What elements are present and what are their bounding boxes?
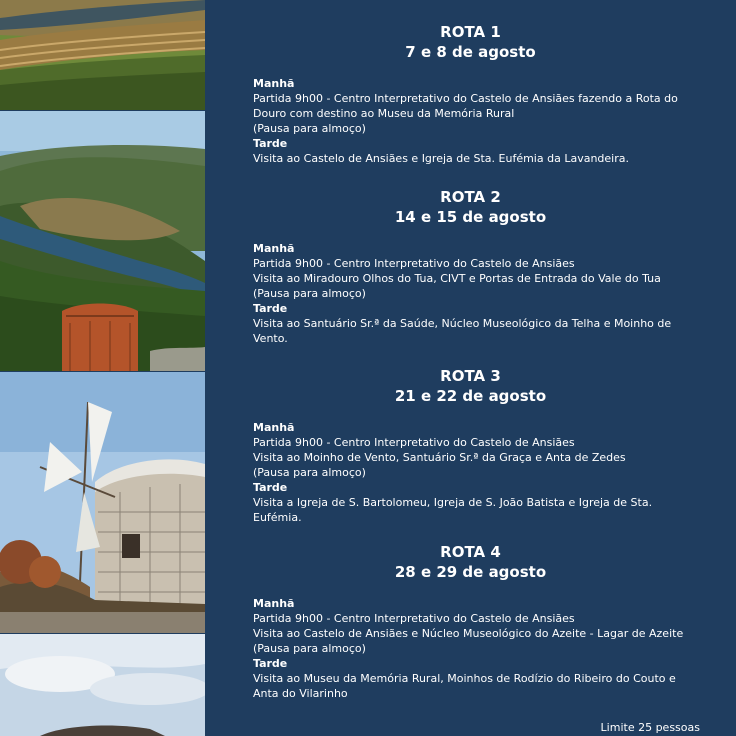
route-dates: 7 e 8 de agosto <box>405 43 536 61</box>
route-header <box>205 542 736 582</box>
afternoon-line: Visita ao Museu da Memória Rural, Moinhos de Rodízio do Ribeiro do Couto e <box>253 672 676 685</box>
route-title: ROTA 1 <box>440 23 501 41</box>
participant-limit: Limite 25 pessoas <box>600 721 700 734</box>
morning-line: (Pausa para almoço) <box>253 466 366 479</box>
morning-line: Visita ao Miradouro Olhos do Tua, CIVT e Portas de Entrada do Vale do Tua <box>253 272 661 285</box>
route-header <box>205 366 736 406</box>
afternoon-label: Tarde <box>253 657 288 670</box>
afternoon-line: Visita ao Castelo de Ansiães e Igreja de Sta. Eufémia da Lavandeira. <box>253 152 629 165</box>
route-title: ROTA 3 <box>440 367 501 385</box>
route-header <box>205 22 736 62</box>
photo-windmill <box>0 372 205 633</box>
morning-line: Partida 9h00 - Centro Interpretativo do Castelo de Ansiães <box>253 436 575 449</box>
afternoon-label: Tarde <box>253 481 288 494</box>
morning-label: Manhã <box>253 597 295 610</box>
route-header <box>205 187 736 227</box>
afternoon-label: Tarde <box>253 302 288 315</box>
afternoon-label: Tarde <box>253 137 288 150</box>
photo-douro-terraces <box>0 0 205 110</box>
morning-line: Visita ao Castelo de Ansiães e Núcleo Museológico do Azeite - Lagar de Azeite <box>253 627 684 640</box>
schedule-panel <box>205 0 736 736</box>
route-body <box>253 420 723 525</box>
route-title: ROTA 2 <box>440 188 501 206</box>
route-dates: 28 e 29 de agosto <box>394 563 547 581</box>
morning-label: Manhã <box>253 242 295 255</box>
morning-line: Partida 9h00 - Centro Interpretativo do Castelo de Ansiães <box>253 257 575 270</box>
morning-line: Visita ao Moinho de Vento, Santuário Sr.ª da Graça e Anta de Zedes <box>253 451 626 464</box>
afternoon-line: Anta do Vilarinho <box>253 687 348 700</box>
morning-line: (Pausa para almoço) <box>253 122 366 135</box>
morning-line: Douro com destino ao Museu da Memória Rural <box>253 107 515 120</box>
photo-tua-valley <box>0 111 205 371</box>
route-body <box>253 76 723 166</box>
route-title: ROTA 4 <box>440 543 501 561</box>
route-body <box>253 596 723 701</box>
morning-line: (Pausa para almoço) <box>253 642 366 655</box>
afternoon-line: Visita a Igreja de S. Bartolomeu, Igreja de S. João Batista e Igreja de Sta. <box>253 496 653 509</box>
morning-line: Partida 9h00 - Centro Interpretativo do Castelo de Ansiães <box>253 612 575 625</box>
route-dates: 14 e 15 de agosto <box>394 208 547 226</box>
route-body <box>253 241 723 346</box>
morning-label: Manhã <box>253 77 295 90</box>
morning-label: Manhã <box>253 421 295 434</box>
route-dates: 21 e 22 de agosto <box>394 387 547 405</box>
photo-strip <box>0 0 205 736</box>
afternoon-line: Vento. <box>253 332 288 345</box>
afternoon-line: Visita ao Santuário Sr.ª da Saúde, Núcleo Museológico da Telha e Moinho de <box>253 317 672 330</box>
photo-landscape-rock <box>0 634 205 736</box>
morning-line: (Pausa para almoço) <box>253 287 366 300</box>
morning-line: Partida 9h00 - Centro Interpretativo do Castelo de Ansiães fazendo a Rota do <box>253 92 678 105</box>
afternoon-line: Eufémia. <box>253 511 302 524</box>
